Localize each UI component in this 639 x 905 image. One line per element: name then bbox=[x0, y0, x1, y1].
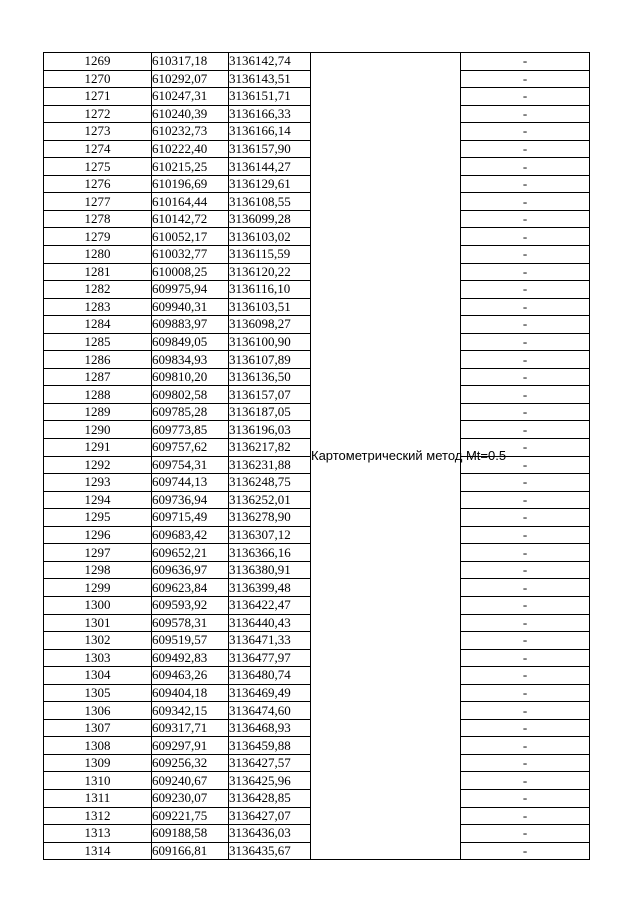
y-coordinate-cell: 3136440,43 bbox=[229, 614, 311, 632]
x-coordinate-cell: 609810,20 bbox=[152, 368, 229, 386]
point-number-cell: 1287 bbox=[44, 368, 152, 386]
note-cell: - bbox=[461, 70, 590, 88]
y-coordinate-cell: 3136477,97 bbox=[229, 649, 311, 667]
y-coordinate-cell: 3136107,89 bbox=[229, 351, 311, 369]
y-coordinate-cell: 3136157,90 bbox=[229, 140, 311, 158]
note-cell: - bbox=[461, 193, 590, 211]
point-number-cell: 1289 bbox=[44, 403, 152, 421]
x-coordinate-cell: 609342,15 bbox=[152, 702, 229, 720]
y-coordinate-cell: 3136217,82 bbox=[229, 439, 311, 457]
y-coordinate-cell: 3136136,50 bbox=[229, 368, 311, 386]
note-cell: - bbox=[461, 386, 590, 404]
x-coordinate-cell: 609188,58 bbox=[152, 825, 229, 843]
note-cell: - bbox=[461, 281, 590, 299]
point-number-cell: 1298 bbox=[44, 561, 152, 579]
coordinates-sheet bbox=[43, 52, 589, 860]
x-coordinate-cell: 609940,31 bbox=[152, 298, 229, 316]
point-number-cell: 1295 bbox=[44, 509, 152, 527]
point-number-cell: 1275 bbox=[44, 158, 152, 176]
x-coordinate-cell: 609297,91 bbox=[152, 737, 229, 755]
y-coordinate-cell: 3136380,91 bbox=[229, 561, 311, 579]
table-row bbox=[44, 53, 590, 71]
point-number-cell: 1292 bbox=[44, 456, 152, 474]
x-coordinate-cell: 610164,44 bbox=[152, 193, 229, 211]
point-number-cell: 1307 bbox=[44, 719, 152, 737]
point-number-cell: 1276 bbox=[44, 175, 152, 193]
point-number-cell: 1308 bbox=[44, 737, 152, 755]
x-coordinate-cell: 609166,81 bbox=[152, 842, 229, 860]
note-cell: - bbox=[461, 105, 590, 123]
note-cell: - bbox=[461, 667, 590, 685]
point-number-cell: 1270 bbox=[44, 70, 152, 88]
y-coordinate-cell: 3136103,02 bbox=[229, 228, 311, 246]
point-number-cell: 1302 bbox=[44, 632, 152, 650]
note-cell: - bbox=[461, 754, 590, 772]
note-cell: - bbox=[461, 123, 590, 141]
x-coordinate-cell: 609593,92 bbox=[152, 596, 229, 614]
y-coordinate-cell: 3136099,28 bbox=[229, 210, 311, 228]
point-number-cell: 1293 bbox=[44, 474, 152, 492]
x-coordinate-cell: 610142,72 bbox=[152, 210, 229, 228]
note-cell: - bbox=[461, 474, 590, 492]
y-coordinate-cell: 3136474,60 bbox=[229, 702, 311, 720]
x-coordinate-cell: 609849,05 bbox=[152, 333, 229, 351]
x-coordinate-cell: 609754,31 bbox=[152, 456, 229, 474]
x-coordinate-cell: 609256,32 bbox=[152, 754, 229, 772]
note-cell: - bbox=[461, 53, 590, 71]
note-cell: - bbox=[461, 509, 590, 527]
y-coordinate-cell: 3136151,71 bbox=[229, 88, 311, 106]
x-coordinate-cell: 610240,39 bbox=[152, 105, 229, 123]
y-coordinate-cell: 3136252,01 bbox=[229, 491, 311, 509]
note-cell: - bbox=[461, 684, 590, 702]
note-cell: - bbox=[461, 316, 590, 334]
note-cell: - bbox=[461, 421, 590, 439]
x-coordinate-cell: 610215,25 bbox=[152, 158, 229, 176]
point-number-cell: 1271 bbox=[44, 88, 152, 106]
point-number-cell: 1303 bbox=[44, 649, 152, 667]
note-cell: - bbox=[461, 596, 590, 614]
y-coordinate-cell: 3136129,61 bbox=[229, 175, 311, 193]
y-coordinate-cell: 3136142,74 bbox=[229, 53, 311, 71]
note-cell: - bbox=[461, 579, 590, 597]
y-coordinate-cell: 3136108,55 bbox=[229, 193, 311, 211]
note-cell: - bbox=[461, 403, 590, 421]
note-cell: - bbox=[461, 439, 590, 457]
note-cell: - bbox=[461, 789, 590, 807]
x-coordinate-cell: 609636,97 bbox=[152, 561, 229, 579]
x-coordinate-cell: 609221,75 bbox=[152, 807, 229, 825]
coordinates-table bbox=[43, 52, 590, 860]
note-cell: - bbox=[461, 649, 590, 667]
x-coordinate-cell: 609519,57 bbox=[152, 632, 229, 650]
x-coordinate-cell: 609623,84 bbox=[152, 579, 229, 597]
note-cell: - bbox=[461, 175, 590, 193]
note-cell: - bbox=[461, 88, 590, 106]
note-cell: - bbox=[461, 807, 590, 825]
point-number-cell: 1285 bbox=[44, 333, 152, 351]
y-coordinate-cell: 3136425,96 bbox=[229, 772, 311, 790]
x-coordinate-cell: 610052,17 bbox=[152, 228, 229, 246]
point-number-cell: 1281 bbox=[44, 263, 152, 281]
note-cell: - bbox=[461, 246, 590, 264]
point-number-cell: 1273 bbox=[44, 123, 152, 141]
note-cell: - bbox=[461, 544, 590, 562]
note-cell: - bbox=[461, 298, 590, 316]
coordinates-table-body bbox=[44, 53, 590, 860]
note-cell: - bbox=[461, 702, 590, 720]
point-number-cell: 1278 bbox=[44, 210, 152, 228]
x-coordinate-cell: 610232,73 bbox=[152, 123, 229, 141]
note-cell: - bbox=[461, 491, 590, 509]
point-number-cell: 1269 bbox=[44, 53, 152, 71]
x-coordinate-cell: 609975,94 bbox=[152, 281, 229, 299]
note-cell: - bbox=[461, 263, 590, 281]
y-coordinate-cell: 3136166,14 bbox=[229, 123, 311, 141]
y-coordinate-cell: 3136231,88 bbox=[229, 456, 311, 474]
note-cell: - bbox=[461, 719, 590, 737]
note-cell: - bbox=[461, 772, 590, 790]
y-coordinate-cell: 3136143,51 bbox=[229, 70, 311, 88]
point-number-cell: 1277 bbox=[44, 193, 152, 211]
y-coordinate-cell: 3136471,33 bbox=[229, 632, 311, 650]
note-cell: - bbox=[461, 351, 590, 369]
x-coordinate-cell: 610247,31 bbox=[152, 88, 229, 106]
y-coordinate-cell: 3136103,51 bbox=[229, 298, 311, 316]
y-coordinate-cell: 3136427,07 bbox=[229, 807, 311, 825]
point-number-cell: 1279 bbox=[44, 228, 152, 246]
x-coordinate-cell: 609883,97 bbox=[152, 316, 229, 334]
y-coordinate-cell: 3136427,57 bbox=[229, 754, 311, 772]
y-coordinate-cell: 3136469,49 bbox=[229, 684, 311, 702]
x-coordinate-cell: 610222,40 bbox=[152, 140, 229, 158]
x-coordinate-cell: 609744,13 bbox=[152, 474, 229, 492]
x-coordinate-cell: 610008,25 bbox=[152, 263, 229, 281]
x-coordinate-cell: 610317,18 bbox=[152, 53, 229, 71]
x-coordinate-cell: 609317,71 bbox=[152, 719, 229, 737]
x-coordinate-cell: 610196,69 bbox=[152, 175, 229, 193]
point-number-cell: 1300 bbox=[44, 596, 152, 614]
point-number-cell: 1280 bbox=[44, 246, 152, 264]
point-number-cell: 1314 bbox=[44, 842, 152, 860]
point-number-cell: 1301 bbox=[44, 614, 152, 632]
y-coordinate-cell: 3136120,22 bbox=[229, 263, 311, 281]
point-number-cell: 1311 bbox=[44, 789, 152, 807]
y-coordinate-cell: 3136187,05 bbox=[229, 403, 311, 421]
note-cell: - bbox=[461, 614, 590, 632]
x-coordinate-cell: 610032,77 bbox=[152, 246, 229, 264]
point-number-cell: 1286 bbox=[44, 351, 152, 369]
y-coordinate-cell: 3136098,27 bbox=[229, 316, 311, 334]
y-coordinate-cell: 3136144,27 bbox=[229, 158, 311, 176]
x-coordinate-cell: 609578,31 bbox=[152, 614, 229, 632]
point-number-cell: 1283 bbox=[44, 298, 152, 316]
y-coordinate-cell: 3136480,74 bbox=[229, 667, 311, 685]
point-number-cell: 1290 bbox=[44, 421, 152, 439]
x-coordinate-cell: 609802,58 bbox=[152, 386, 229, 404]
note-cell: - bbox=[461, 526, 590, 544]
point-number-cell: 1310 bbox=[44, 772, 152, 790]
point-number-cell: 1297 bbox=[44, 544, 152, 562]
note-cell: - bbox=[461, 333, 590, 351]
y-coordinate-cell: 3136196,03 bbox=[229, 421, 311, 439]
note-cell: - bbox=[461, 456, 590, 474]
y-coordinate-cell: 3136459,88 bbox=[229, 737, 311, 755]
y-coordinate-cell: 3136436,03 bbox=[229, 825, 311, 843]
note-cell: - bbox=[461, 158, 590, 176]
point-number-cell: 1313 bbox=[44, 825, 152, 843]
x-coordinate-cell: 609834,93 bbox=[152, 351, 229, 369]
note-cell: - bbox=[461, 825, 590, 843]
y-coordinate-cell: 3136428,85 bbox=[229, 789, 311, 807]
y-coordinate-cell: 3136116,10 bbox=[229, 281, 311, 299]
x-coordinate-cell: 609757,62 bbox=[152, 439, 229, 457]
point-number-cell: 1294 bbox=[44, 491, 152, 509]
point-number-cell: 1309 bbox=[44, 754, 152, 772]
x-coordinate-cell: 609715,49 bbox=[152, 509, 229, 527]
y-coordinate-cell: 3136100,90 bbox=[229, 333, 311, 351]
y-coordinate-cell: 3136307,12 bbox=[229, 526, 311, 544]
x-coordinate-cell: 610292,07 bbox=[152, 70, 229, 88]
point-number-cell: 1296 bbox=[44, 526, 152, 544]
y-coordinate-cell: 3136435,67 bbox=[229, 842, 311, 860]
x-coordinate-cell: 609492,83 bbox=[152, 649, 229, 667]
point-number-cell: 1288 bbox=[44, 386, 152, 404]
note-cell: - bbox=[461, 842, 590, 860]
point-number-cell: 1282 bbox=[44, 281, 152, 299]
y-coordinate-cell: 3136468,93 bbox=[229, 719, 311, 737]
y-coordinate-cell: 3136422,47 bbox=[229, 596, 311, 614]
x-coordinate-cell: 609404,18 bbox=[152, 684, 229, 702]
method-cell: Картометрический метод Mt=0.5 bbox=[311, 53, 461, 860]
note-cell: - bbox=[461, 368, 590, 386]
note-cell: - bbox=[461, 632, 590, 650]
y-coordinate-cell: 3136115,59 bbox=[229, 246, 311, 264]
point-number-cell: 1304 bbox=[44, 667, 152, 685]
y-coordinate-cell: 3136157,07 bbox=[229, 386, 311, 404]
x-coordinate-cell: 609230,07 bbox=[152, 789, 229, 807]
point-number-cell: 1274 bbox=[44, 140, 152, 158]
point-number-cell: 1312 bbox=[44, 807, 152, 825]
x-coordinate-cell: 609240,67 bbox=[152, 772, 229, 790]
point-number-cell: 1272 bbox=[44, 105, 152, 123]
y-coordinate-cell: 3136278,90 bbox=[229, 509, 311, 527]
note-cell: - bbox=[461, 561, 590, 579]
y-coordinate-cell: 3136399,48 bbox=[229, 579, 311, 597]
note-cell: - bbox=[461, 140, 590, 158]
x-coordinate-cell: 609785,28 bbox=[152, 403, 229, 421]
y-coordinate-cell: 3136248,75 bbox=[229, 474, 311, 492]
x-coordinate-cell: 609463,26 bbox=[152, 667, 229, 685]
point-number-cell: 1306 bbox=[44, 702, 152, 720]
note-cell: - bbox=[461, 737, 590, 755]
note-cell: - bbox=[461, 210, 590, 228]
x-coordinate-cell: 609773,85 bbox=[152, 421, 229, 439]
x-coordinate-cell: 609652,21 bbox=[152, 544, 229, 562]
point-number-cell: 1299 bbox=[44, 579, 152, 597]
x-coordinate-cell: 609736,94 bbox=[152, 491, 229, 509]
y-coordinate-cell: 3136166,33 bbox=[229, 105, 311, 123]
y-coordinate-cell: 3136366,16 bbox=[229, 544, 311, 562]
note-cell: - bbox=[461, 228, 590, 246]
point-number-cell: 1305 bbox=[44, 684, 152, 702]
x-coordinate-cell: 609683,42 bbox=[152, 526, 229, 544]
point-number-cell: 1291 bbox=[44, 439, 152, 457]
point-number-cell: 1284 bbox=[44, 316, 152, 334]
